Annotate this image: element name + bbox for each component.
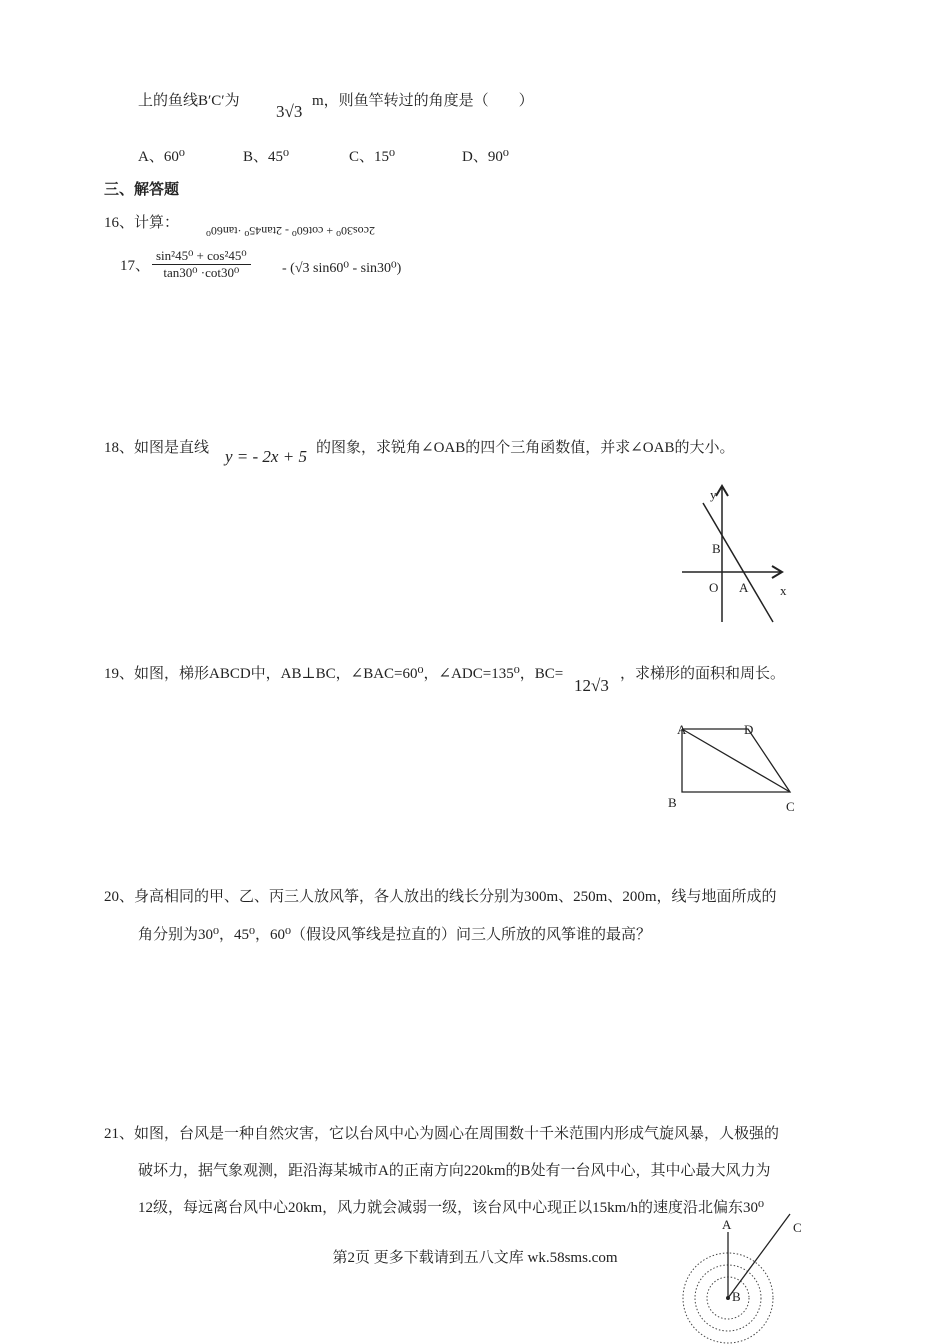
q15-value: 3√3: [276, 102, 303, 121]
q18-text-end: 的图象，求锐角∠OAB的四个三角函数值，并求∠OAB的大小。: [316, 440, 735, 456]
q15-option-b: B、45⁰: [243, 149, 290, 165]
q17-numerator: sin²45⁰ + cos²45⁰: [152, 248, 251, 265]
page-footer: 第2页 更多下载请到五八文库 wk.58sms.com: [332, 1250, 618, 1266]
q20-line-1: 20、身高相同的甲、乙、丙三人放风筝，各人放出的线长分别为300m、250m、200m，线与地面所成的: [104, 889, 777, 905]
q17-label: 17、: [120, 258, 151, 274]
q18-equation: y = - 2x + 5: [225, 447, 307, 466]
q19-text-end: ，求梯形的面积和周长。: [620, 666, 786, 682]
q17-denominator: tan30⁰ ·cot30⁰: [163, 265, 240, 280]
q21-c-label: C: [793, 1220, 802, 1235]
q18-b-label: B: [712, 541, 721, 556]
section-title: 三、解答题: [104, 182, 180, 198]
q15-option-d: D、90⁰: [462, 149, 509, 165]
q19-c-label: C: [786, 799, 795, 814]
q15-option-c: C、15⁰: [349, 149, 396, 165]
q21-line-3: 12级，每远离台风中心20km，风力就会减弱一级，该台风中心现正以15km/h的速度沿北偏东30⁰: [138, 1200, 765, 1216]
q18-x-label: x: [780, 583, 787, 598]
q21-a-label: A: [722, 1217, 732, 1232]
q15-option-a: A、60⁰: [138, 149, 185, 165]
q18-text-start: 18、如图是直线: [104, 440, 210, 456]
q19-value: 12√3: [574, 676, 609, 695]
q19-text-start: 19、如图，梯形ABCD中，AB⊥BC，∠BAC=60⁰，∠ADC=135⁰，BC=: [104, 666, 564, 682]
q16-label: 16、计算：: [104, 215, 180, 231]
q21-line-2: 破坏力，据气象观测，距沿海某城市A的正南方向220km的B处有一台风中心，其中心最大风力为: [138, 1163, 771, 1179]
q19-a-label: A: [677, 722, 687, 737]
q15-text-end: m，则鱼竿转过的角度是（ ）: [312, 93, 534, 109]
q20-line-2: 角分别为30⁰，45⁰，60⁰（假设风筝线是拉直的）问三人所放的风筝谁的最高？: [138, 927, 652, 943]
q18-o-label: O: [709, 580, 719, 595]
q21-b-label: B: [732, 1289, 741, 1304]
q21-line-1: 21、如图，台风是一种自然灾害，它以台风中心为圆心在周围数十千米范围内形成气旋风暴，人极强的: [104, 1126, 780, 1142]
q19-d-label: D: [744, 722, 754, 737]
q18-y-label: y: [710, 487, 717, 502]
q15-text-start: 上的鱼线B′C′为: [138, 93, 240, 109]
q21-line-bc: [728, 1214, 790, 1298]
q17-tail: - (√3 sin60⁰ - sin30⁰): [282, 261, 402, 276]
q19-b-label: B: [668, 795, 677, 810]
q18-a-label: A: [739, 580, 749, 595]
q16-expression: 2cos30⁰ + cot60⁰ - 2tan45⁰ ·tan60⁰: [206, 224, 375, 238]
